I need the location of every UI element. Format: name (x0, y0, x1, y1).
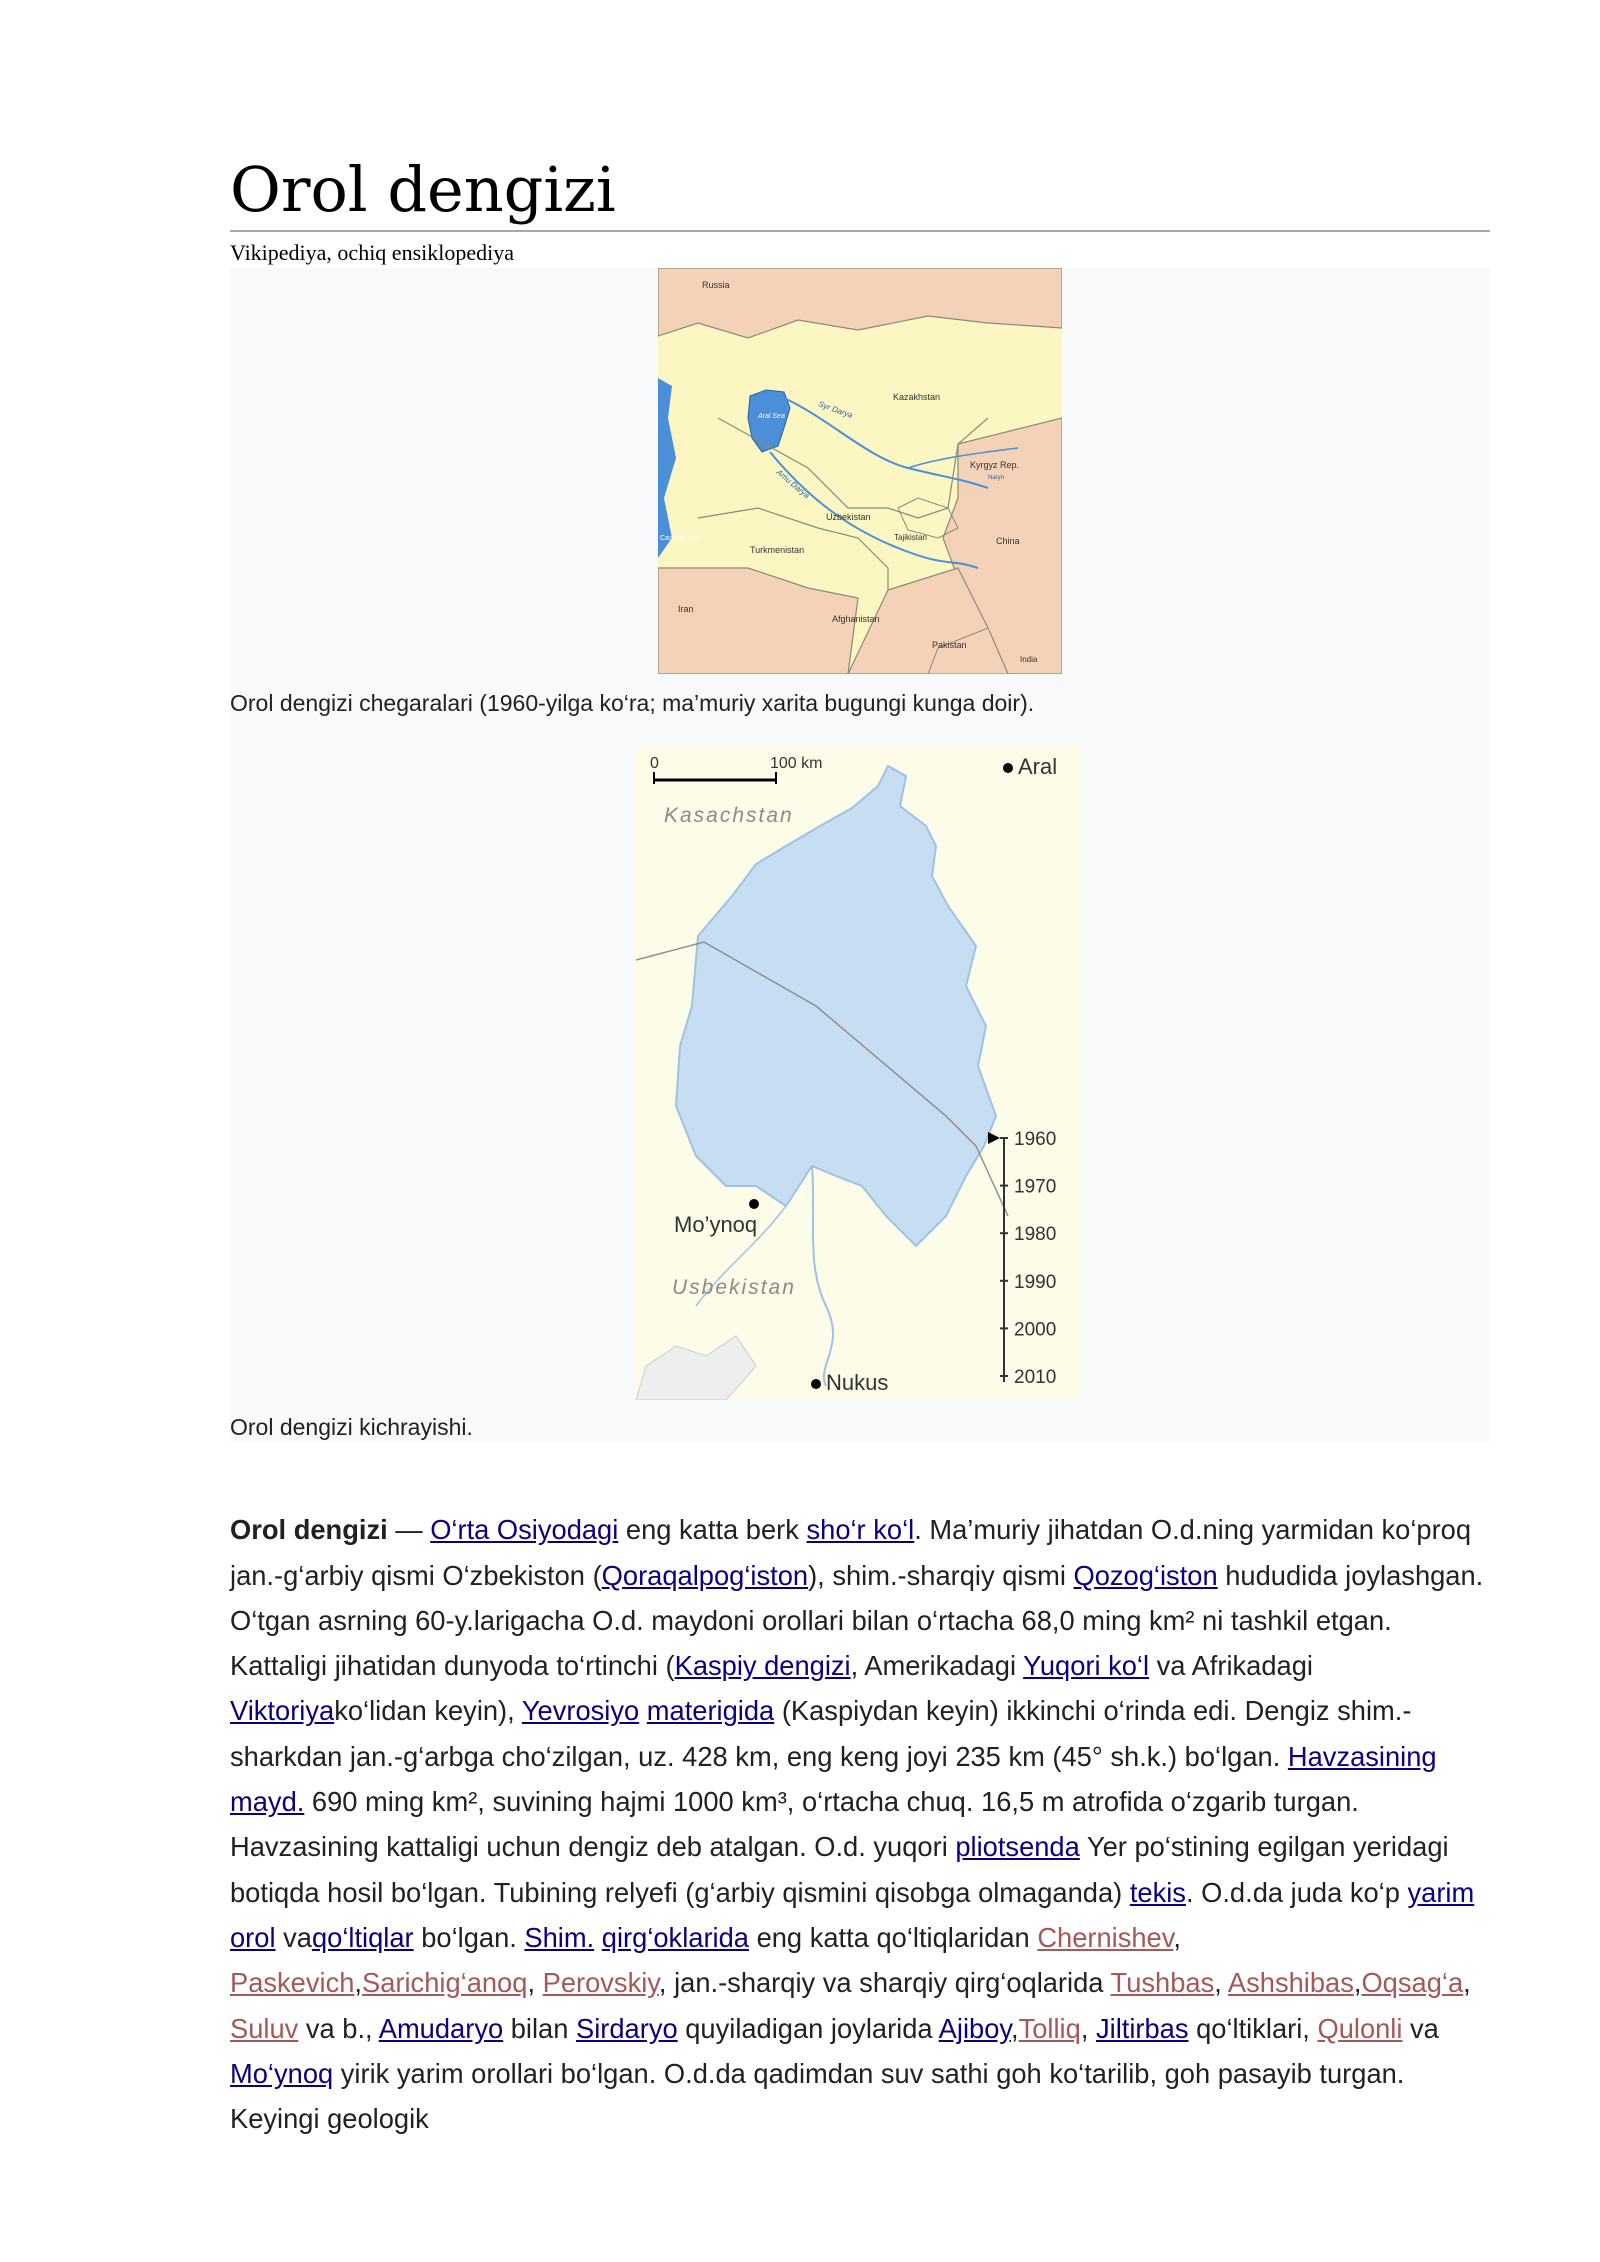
timeline-year-label: 2000 (1014, 1319, 1057, 1341)
map-label-amu-darya: Amu Darya (774, 467, 812, 501)
timeline-year-label: 2010 (1014, 1367, 1057, 1388)
timeline-year-label: 1990 (1014, 1271, 1057, 1293)
scale-km-label: 100 km (770, 755, 823, 772)
link-viktoriya[interactable]: Viktoriya (230, 1695, 335, 1727)
link-sarichiganoq[interactable]: Sarichig‘anoq (362, 1967, 528, 1999)
link-qoltiqlar[interactable]: qo‘ltiqlar (311, 1921, 414, 1953)
city-label-nukus: Nukus (826, 1370, 889, 1395)
text-run: , (1080, 2012, 1096, 2044)
figure-block (230, 268, 1490, 1442)
link-orta-osiyo[interactable]: O‘rta Osiyodagi (430, 1514, 619, 1546)
aral-city-dot (1003, 763, 1013, 773)
text-run: bo‘lgan. (413, 1921, 525, 1953)
text-run: eng katta qo‘ltiqlaridan (748, 1921, 1038, 1953)
text-run: va Afrikadagi (1149, 1650, 1313, 1682)
text-run: va b., (298, 2012, 379, 2044)
link-oqsaga[interactable]: Oqsag‘a (1361, 1967, 1464, 1999)
text-run: , (354, 1967, 363, 1999)
map-label-naryn: Naryn (988, 475, 1005, 481)
link-havzasining[interactable]: Havzasining (1287, 1740, 1437, 1772)
link-qirgoklarida[interactable]: qirg‘oklarida (601, 1921, 749, 1953)
link-sirdaryo[interactable]: Sirdaryo (576, 2012, 678, 2044)
scale-zero-label: 0 (650, 755, 659, 772)
map-label-caspian: Caspian Sea (660, 535, 701, 542)
link-moynoq[interactable]: Mo‘ynoq (230, 2057, 334, 2089)
link-yevrosiyo[interactable]: Yevrosiyo (521, 1695, 640, 1727)
link-shor-kol[interactable]: sho‘r ko‘l (806, 1514, 915, 1546)
region-label-usbekistan: Usbekistan (672, 1276, 796, 1299)
link-qulonli[interactable]: Qulonli (1317, 2012, 1403, 2044)
text-run: hududida joylashgan. O‘tgan asrning 60-y.larigacha O.d. maydoni orollari bilan o‘rtacha 68,0 ming km² ni tashkil etgan. Kattaligi jihatidan dunyoda to‘rtinchi ( (230, 1559, 1484, 1682)
map-label-tajikistan: Tajikistan (894, 533, 927, 542)
link-shim[interactable]: Shim. (524, 1921, 595, 1953)
text-run: — (387, 1514, 431, 1546)
text-run: Yer po‘stining egilgan yeridagi botiqda hosil bo‘lgan. Tubining relyefi (g‘arbiy qismini qisobga olmaganda) (230, 1831, 1449, 1908)
text-run: quyiladigan joylarida (677, 2012, 939, 2044)
link-suluv[interactable]: Suluv (230, 2012, 299, 2044)
link-mayd[interactable]: mayd. (230, 1786, 305, 1818)
link-kaspiy-dengizi[interactable]: Kaspiy dengizi (674, 1650, 851, 1682)
link-qoraqalpogiston[interactable]: Qoraqalpog‘iston (601, 1559, 809, 1591)
link-yarim-orol[interactable]: yarim orol (230, 1876, 1475, 1953)
text-run: qo‘ltiklari, (1188, 2012, 1318, 2044)
text-run: , Amerikadagi (850, 1650, 1024, 1682)
map-label-kyrgyz: Kyrgyz Rep. (970, 460, 1020, 470)
article-paragraph (230, 1507, 1490, 2141)
text-run: ko‘lidan keyin), (334, 1695, 522, 1727)
text-run: , (527, 1967, 543, 1999)
text-run: , (1353, 1967, 1362, 1999)
nukus-city-dot (811, 1379, 821, 1389)
link-tushbas[interactable]: Tushbas (1110, 1967, 1215, 1999)
city-label-moynoq: Mo’ynoq (674, 1212, 758, 1237)
page-title: Orol dengizi (230, 153, 616, 226)
text-run: va (275, 1921, 312, 1953)
timeline-year-label: 1970 (1014, 1176, 1057, 1198)
map-label-kazakhstan: Kazakhstan (893, 392, 941, 402)
site-tagline: Vikipediya, ochiq ensiklopediya (230, 240, 515, 265)
link-tolliq[interactable]: Tolliq (1018, 2012, 1081, 2044)
region-label-kasachstan: Kasachstan (664, 804, 794, 827)
map-label-pakistan: Pakistan (932, 640, 967, 650)
map-label-iran: Iran (678, 604, 694, 614)
moynoq-city-dot (749, 1199, 759, 1209)
link-qozogiston[interactable]: Qozog‘iston (1073, 1559, 1218, 1591)
title-divider (230, 230, 1490, 232)
link-perovskiy[interactable]: Perovskiy (542, 1967, 659, 1999)
map-label-russia: Russia (702, 280, 730, 290)
text-run: . Ma’muriy jihatdan O.d.ning yarmidan ko‘proq jan.-g‘arbiy qismi O‘zbekiston ( (230, 1514, 1472, 1591)
timeline-year-label: 1980 (1014, 1224, 1057, 1246)
map-label-syr-darya: Syr Darya (817, 399, 854, 421)
text-run: , (1214, 1967, 1228, 1999)
text-run: , jan.-sharqiy va sharqiy qirg‘oqlarida (658, 1967, 1111, 1999)
aral-region-map[interactable] (658, 268, 1062, 674)
text-run: , (1463, 1967, 1471, 1999)
text-run: , (1173, 1921, 1181, 1953)
text-run: 690 ming km², suvining hajmi 1000 km³, o‘rtacha chuq. 16,5 m atrofida o‘zgarib turgan. Havzasining kattaligi uchun dengiz deb atalgan. O.d. yuqori (230, 1786, 1359, 1863)
text-run: . O.d.da juda ko‘p (1185, 1876, 1408, 1908)
figure1-caption: Orol dengizi chegaralari (1960-yilga ko‘ra; ma’muriy xarita bugungi kunga doir). (230, 690, 1035, 716)
link-chernishev[interactable]: Chernishev (1037, 1921, 1174, 1953)
article-subject: Orol dengizi (230, 1514, 388, 1546)
text-run: ), shim.-sharqiy qismi (808, 1559, 1074, 1591)
link-tekis[interactable]: tekis (1129, 1876, 1186, 1908)
aral-shrinking-map[interactable] (636, 746, 1082, 1400)
map-label-afghanistan: Afghanistan (832, 614, 880, 624)
link-jiltirbas[interactable]: Jiltirbas (1095, 2012, 1189, 2044)
map-label-uzbekistan: Uzbekistan (826, 512, 871, 522)
text-run: va (1402, 2012, 1439, 2044)
link-ajiboy[interactable]: Ajiboy (938, 2012, 1011, 2044)
text-run: yirik yarim orollari bo‘lgan. O.d.da qadimdan suv sathi goh ko‘tarilib, goh pasayib turgan. Keyingi geologik (230, 2057, 1405, 2135)
timeline-year-label: 1960 (1014, 1129, 1057, 1150)
article-page (230, 0, 1490, 2135)
text-run (594, 1922, 602, 1953)
link-ashshibas[interactable]: Ashshibas (1227, 1967, 1354, 1999)
link-amudaryo[interactable]: Amudaryo (378, 2012, 504, 2044)
text-run: (Kaspiydan keyin) ikkinchi o‘rinda edi. Dengiz shim.-sharkdan jan.-g‘arbga cho‘zilgan, uz. 428 km, eng keng joyi 235 km (45° sh.k.) bo‘lgan. (230, 1695, 1412, 1772)
link-paskevich[interactable]: Paskevich (230, 1967, 355, 1999)
city-label-aral: Aral (1018, 754, 1058, 779)
figure2-caption: Orol dengizi kichrayishi. (230, 1414, 473, 1440)
map-label-india: India (1020, 655, 1038, 664)
map-label-aral-sea: Aral Sea (758, 413, 785, 420)
text-run (639, 1695, 647, 1726)
map-label-turkmenistan: Turkmenistan (750, 545, 805, 555)
link-materigida[interactable]: materigida (646, 1695, 775, 1727)
text-run: bilan (503, 2012, 576, 2044)
map-label-china: China (996, 536, 1020, 546)
link-yuqori-kol[interactable]: Yuqori ko‘l (1023, 1650, 1150, 1682)
text-run: eng katta berk (618, 1514, 807, 1546)
text-run: , (1011, 2012, 1019, 2044)
link-pliotsenda[interactable]: pliotsenda (955, 1831, 1080, 1863)
